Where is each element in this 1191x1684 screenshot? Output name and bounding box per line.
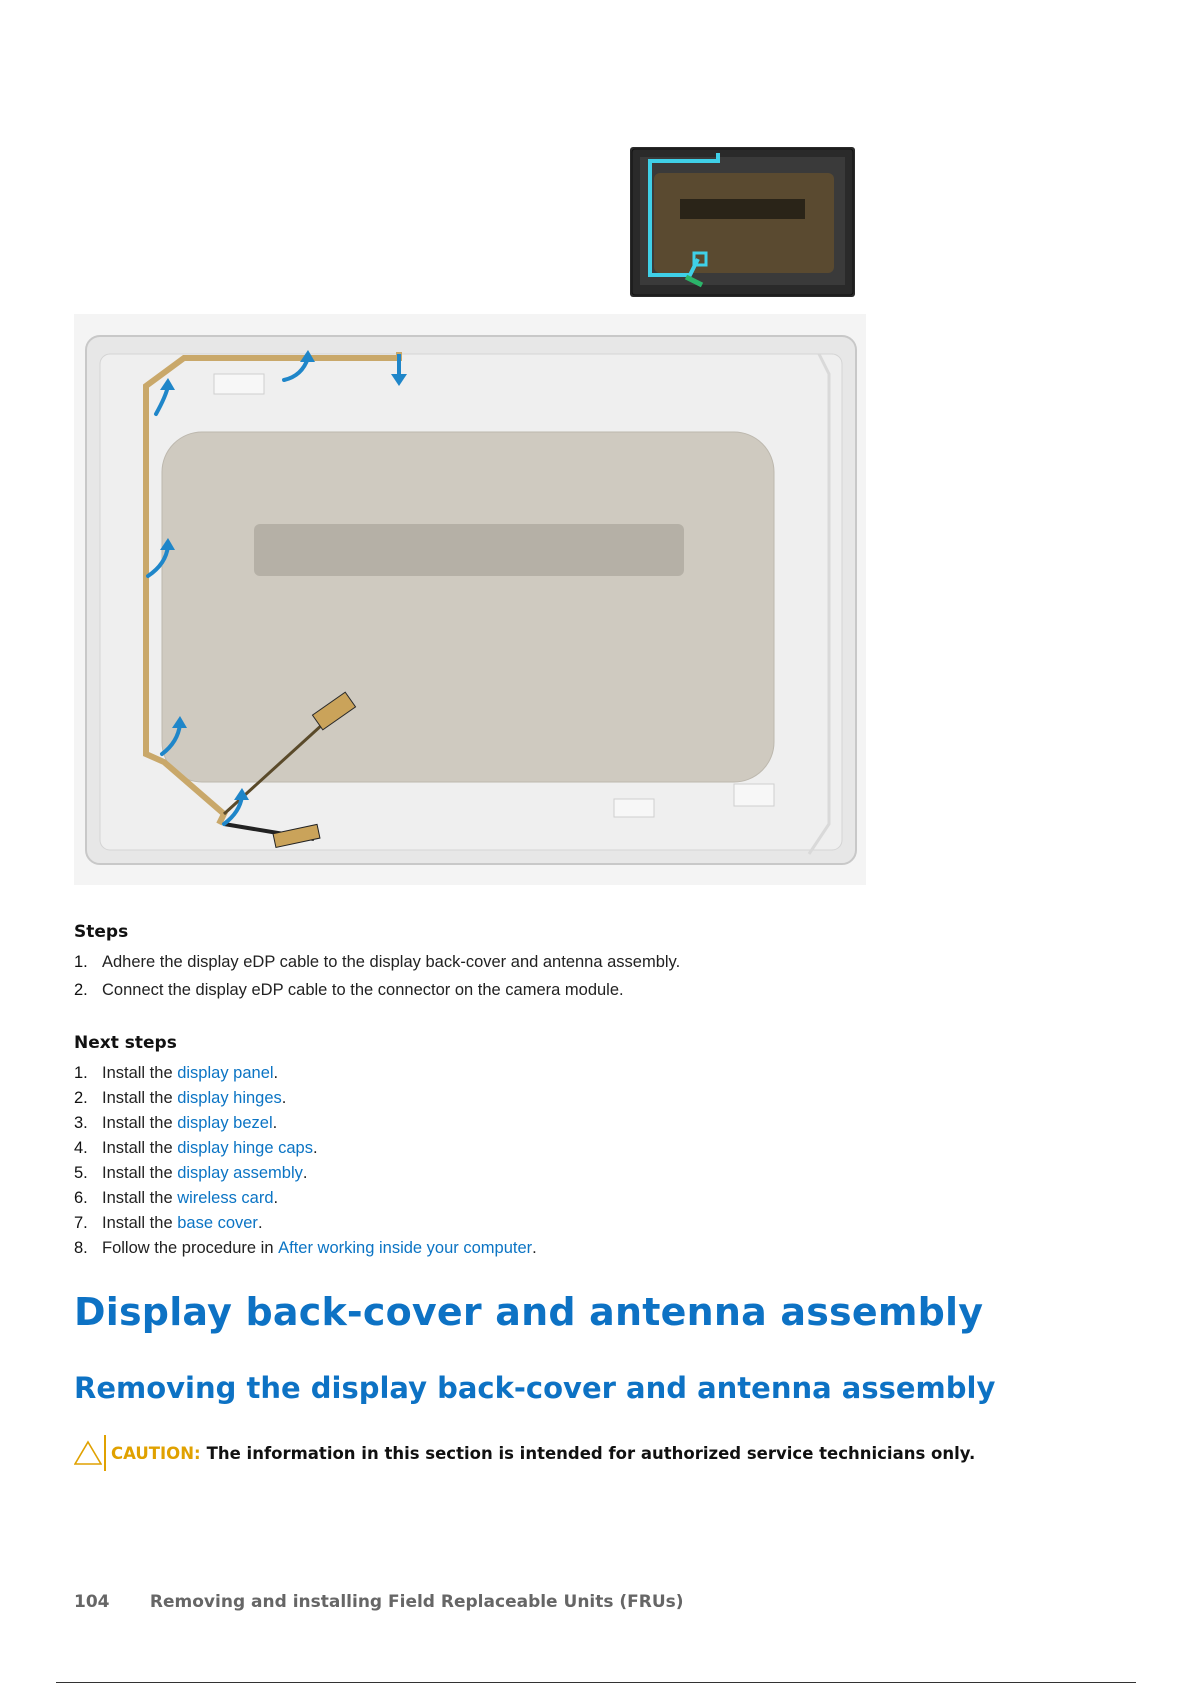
caution-note (74, 1435, 975, 1471)
step-suffix: . (272, 1114, 278, 1132)
display-assembly-link[interactable]: display assembly (177, 1164, 303, 1182)
base-cover-link[interactable]: base cover (177, 1214, 258, 1232)
display-back-cover-thumbnail (630, 147, 855, 297)
step-number: 6. (74, 1189, 88, 1207)
step-suffix: . (273, 1064, 279, 1082)
steps-section (74, 922, 128, 942)
step-number: 1. (74, 1064, 88, 1082)
next-steps-heading: Next steps (74, 1033, 177, 1053)
step-number: 5. (74, 1164, 88, 1182)
section-header (74, 1290, 983, 1334)
step-number: 4. (74, 1139, 88, 1157)
page-footer (74, 1592, 684, 1612)
step-prefix: Follow the procedure in (102, 1239, 279, 1257)
step-number: 2. (74, 981, 88, 999)
wireless-card-link[interactable]: wireless card (177, 1189, 274, 1207)
step-prefix: Install the (102, 1064, 178, 1082)
step-number: 3. (74, 1114, 88, 1132)
list-item (74, 1061, 537, 1086)
display-panel-link[interactable]: display panel (177, 1064, 274, 1082)
subsection-title: Removing the display back-cover and antenna assembly (74, 1371, 996, 1405)
caution-label: CAUTION: (111, 1443, 201, 1463)
step-prefix: Install the (102, 1139, 178, 1157)
display-bezel-link[interactable]: display bezel (177, 1114, 273, 1132)
list-item (74, 950, 680, 975)
list-item (74, 1186, 537, 1211)
list-item (74, 978, 680, 1003)
caution-text: The information in this section is intended for authorized service technicians only. (206, 1443, 976, 1463)
step-suffix: . (532, 1239, 537, 1257)
step-suffix: . (257, 1214, 263, 1232)
step-text: Adhere the display eDP cable to the display back-cover and antenna assembly. (102, 953, 681, 971)
steps-list (74, 950, 680, 1003)
display-hinges-link[interactable]: display hinges (177, 1089, 282, 1107)
step-number: 7. (74, 1214, 88, 1232)
chapter-title: Removing and installing Field Replaceable Units (FRUs) (149, 1592, 684, 1612)
list-item (74, 1211, 537, 1236)
step-number: 8. (74, 1239, 88, 1257)
step-suffix: . (273, 1189, 279, 1207)
list-item (74, 1086, 537, 1111)
step-suffix: . (312, 1139, 318, 1157)
warning-triangle-icon (74, 1439, 102, 1467)
list-item (74, 1136, 537, 1161)
list-item (74, 1236, 537, 1261)
step-prefix: Install the (102, 1189, 178, 1207)
steps-heading: Steps (74, 922, 129, 942)
list-item (74, 1111, 537, 1136)
step-number: 2. (74, 1089, 88, 1107)
step-prefix: Install the (102, 1164, 178, 1182)
display-back-cover-illustration (74, 314, 866, 885)
step-suffix: . (302, 1164, 308, 1182)
subsection-header (74, 1371, 995, 1405)
step-number: 1. (74, 953, 88, 971)
after-working-inside-link[interactable]: After working inside your computer (278, 1239, 533, 1257)
display-hinge-caps-link[interactable]: display hinge caps (177, 1139, 313, 1157)
step-prefix: Install the (102, 1089, 178, 1107)
page-number: 104 (74, 1592, 110, 1612)
display-back-cover-cable-routing-icon (74, 314, 866, 885)
list-item (74, 1161, 537, 1186)
step-prefix: Install the (102, 1114, 178, 1132)
step-suffix: . (281, 1089, 287, 1107)
step-prefix: Install the (102, 1214, 178, 1232)
section-title: Display back-cover and antenna assembly (74, 1290, 984, 1334)
next-steps-section (74, 1033, 177, 1053)
footer-rule (56, 1682, 1136, 1683)
caution-divider (104, 1435, 106, 1471)
step-text: Connect the display eDP cable to the connector on the camera module. (102, 981, 624, 999)
next-steps-list (74, 1061, 537, 1261)
display-back-cover-thumbnail-icon (630, 147, 855, 297)
